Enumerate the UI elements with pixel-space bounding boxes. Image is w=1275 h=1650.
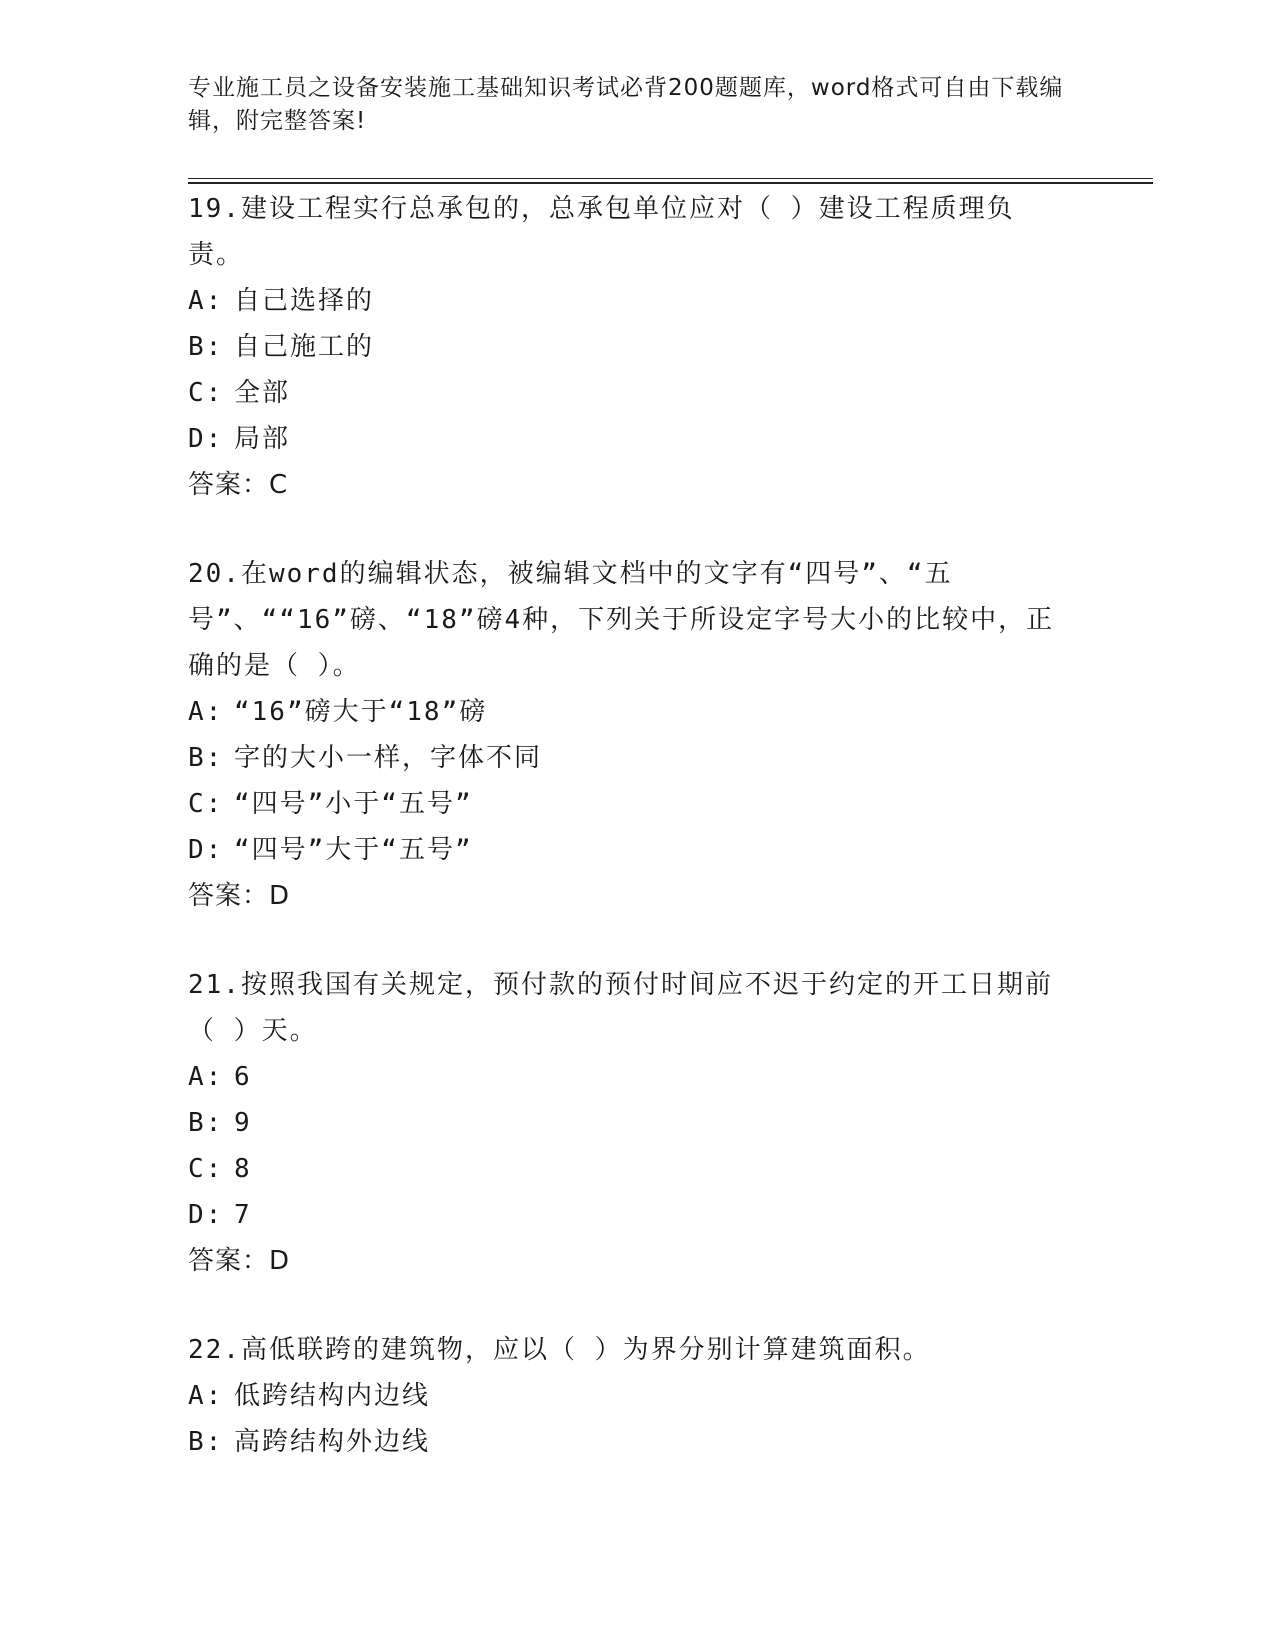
document-header: 专业施工员之设备安装施工基础知识考试必背200题题库，word格式可自由下载编辑，附完整答案! xyxy=(188,75,1064,134)
question-text: 22.高低联跨的建筑物，应以（ ）为界分别计算建筑面积。 xyxy=(188,1335,931,1365)
option-c xyxy=(188,781,1088,827)
option-d xyxy=(188,1192,1088,1238)
option-text: 8 xyxy=(234,1154,252,1184)
option-key: D: xyxy=(188,424,224,454)
option-key: C: xyxy=(188,378,224,408)
option-key: D: xyxy=(188,1200,224,1230)
option-a xyxy=(188,1373,1088,1419)
header-divider-thin xyxy=(188,178,1153,179)
option-b xyxy=(188,1100,1088,1146)
option-d xyxy=(188,827,1088,873)
answer: 答案：D xyxy=(188,1246,291,1276)
option-a xyxy=(188,1054,1088,1100)
option-text: 字的大小一样，字体不同 xyxy=(234,743,543,773)
option-text: 局部 xyxy=(234,424,291,454)
option-b xyxy=(188,1419,1088,1465)
option-text: 7 xyxy=(234,1200,252,1230)
option-key: B: xyxy=(188,1427,224,1457)
option-key: B: xyxy=(188,743,224,773)
option-a xyxy=(188,689,1088,735)
option-key: A: xyxy=(188,1062,224,1092)
option-text: 9 xyxy=(234,1108,252,1138)
question-text: 19.建设工程实行总承包的，总承包单位应对（ ）建设工程质理负责。 xyxy=(188,194,1015,270)
option-key: B: xyxy=(188,332,224,362)
question-20 xyxy=(188,551,1088,919)
option-c xyxy=(188,1146,1088,1192)
option-b xyxy=(188,735,1088,781)
question-list xyxy=(188,186,1088,1508)
option-text: “四号”大于“五号” xyxy=(234,835,473,865)
option-text: 6 xyxy=(234,1062,252,1092)
option-key: C: xyxy=(188,1154,224,1184)
answer: 答案：D xyxy=(188,881,291,911)
option-key: D: xyxy=(188,835,224,865)
header-divider-thick xyxy=(188,182,1153,184)
option-text: 自己施工的 xyxy=(234,332,375,362)
option-key: A: xyxy=(188,697,224,727)
option-text: 高跨结构外边线 xyxy=(234,1427,431,1457)
question-21 xyxy=(188,962,1088,1284)
option-c xyxy=(188,370,1088,416)
question-text: 20.在word的编辑状态，被编辑文档中的文字有“四号”、“五号”、““16”磅、“18”磅4种，下列关于所设定字号大小的比较中，正确的是（ ）。 xyxy=(188,559,1055,681)
option-key: A: xyxy=(188,286,224,316)
option-key: A: xyxy=(188,1381,224,1411)
option-d xyxy=(188,416,1088,462)
option-key: C: xyxy=(188,789,224,819)
option-a xyxy=(188,278,1088,324)
option-text: 低跨结构内边线 xyxy=(234,1381,431,1411)
option-text: 自己选择的 xyxy=(234,286,375,316)
option-text: “16”磅大于“18”磅 xyxy=(234,697,488,727)
option-text: 全部 xyxy=(234,378,291,408)
question-19 xyxy=(188,186,1088,508)
option-key: B: xyxy=(188,1108,224,1138)
answer: 答案：C xyxy=(188,470,289,500)
option-text: “四号”小于“五号” xyxy=(234,789,473,819)
option-b xyxy=(188,324,1088,370)
question-text: 21.按照我国有关规定，预付款的预付时间应不迟于约定的开工日期前（ ）天。 xyxy=(188,970,1053,1046)
question-22 xyxy=(188,1327,1088,1465)
